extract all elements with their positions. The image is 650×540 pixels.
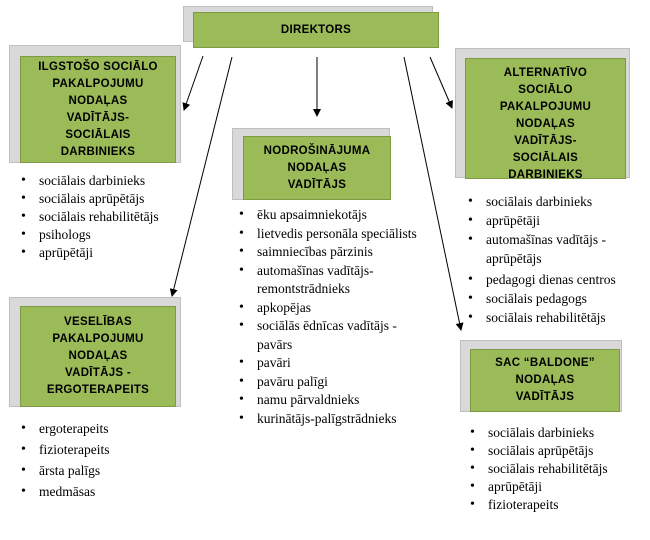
list-item: • sociālās ēdnīcas vadītājs -pavārs xyxy=(237,317,427,354)
long-term-title-line: NODAĻAS xyxy=(68,94,128,107)
list-item: • automašīnas vadītājs - aprūpētājs xyxy=(466,230,646,268)
health-staff-list xyxy=(19,418,194,502)
baldone-box xyxy=(470,349,620,412)
list-item: • pavāru palīgi xyxy=(237,373,427,392)
alternative-title-line: NODAĻAS xyxy=(516,118,575,130)
list-item: • ēku apsaimniekotājs xyxy=(237,206,427,225)
list-item: • aprūpētāji xyxy=(19,244,194,262)
long-term-box xyxy=(20,56,176,163)
list-item: • fizioterapeits xyxy=(19,439,194,460)
alternative-staff-list xyxy=(466,192,646,327)
list-item: • sociālais rehabilitētājs xyxy=(19,208,194,226)
list-item: • psihologs xyxy=(19,226,194,244)
alternative-title-line: SOCIĀLAIS xyxy=(512,152,579,164)
list-item: • sociālais darbinieks xyxy=(466,192,646,211)
list-item: • sociālais aprūpētājs xyxy=(19,190,194,208)
list-item: • aprūpētāji xyxy=(466,211,646,230)
list-item: • sociālais rehabilitētājs xyxy=(466,308,646,327)
long-term-staff-list xyxy=(19,172,194,262)
alternative-title-line: DARBINIEKS xyxy=(508,169,583,179)
list-item: • fizioterapeits xyxy=(468,496,643,514)
long-term-title-line: PAKALPOJUMU xyxy=(52,77,144,90)
list-item: • sociālais darbinieks xyxy=(468,424,643,442)
supply-title-line: NODAĻAS xyxy=(287,161,347,174)
long-term-title-line: DARBINIEKS xyxy=(60,145,136,158)
baldone-staff-list xyxy=(468,424,643,514)
supply-staff-list xyxy=(237,206,427,428)
director-box xyxy=(193,12,439,48)
list-item: • sociālais pedagogs xyxy=(466,289,646,308)
health-box xyxy=(20,306,176,407)
list-item: • ārsta palīgs xyxy=(19,460,194,481)
list-item: • kurinātājs-palīgstrādnieks xyxy=(237,410,427,429)
list-item: • sociālais darbinieks xyxy=(19,172,194,190)
long-term-title-line: VADĪTĀJS- xyxy=(66,111,130,124)
alternative-box xyxy=(465,58,626,179)
health-title-line: VADĪTĀJS - xyxy=(64,367,132,379)
list-item: • lietvedis personāla speciālists xyxy=(237,225,427,244)
health-title-line: NODAĻAS xyxy=(68,350,128,362)
list-item: • pavāri xyxy=(237,354,427,373)
list-item: • automašīnas vadītājs-remontstrādnieks xyxy=(237,262,427,299)
list-item: • sociālais aprūpētājs xyxy=(468,442,643,460)
arrow-to-long-term xyxy=(184,56,203,110)
alternative-title-line: PAKALPOJUMU xyxy=(499,101,592,113)
list-item: • sociālais rehabilitētājs xyxy=(468,460,643,478)
supply-title-line: NODROŠINĀJUMA xyxy=(263,144,371,157)
alternative-title-line: SOCIĀLO xyxy=(518,84,573,96)
arrow-to-alternative xyxy=(430,57,452,108)
health-title-line: PAKALPOJUMU xyxy=(52,333,144,345)
list-item: • ergoterapeits xyxy=(19,418,194,439)
alternative-title-line: ALTERNATĪVO xyxy=(503,67,588,79)
supply-box xyxy=(243,136,391,200)
health-title-line: ERGOTERAPEITS xyxy=(46,384,150,396)
director-title: DIREKTORS xyxy=(280,23,352,36)
long-term-title-line: ILGSTOŠO SOCIĀLO xyxy=(38,60,158,73)
baldone-title-line: SAC “BALDONE” xyxy=(495,357,595,369)
list-item: • medmāsas xyxy=(19,481,194,502)
health-title-line: VESELĪBAS xyxy=(64,316,132,328)
long-term-title-line: SOCIĀLAIS xyxy=(65,128,131,141)
list-item: • pedagogi dienas centros xyxy=(466,270,646,289)
list-item: • namu pārvaldnieks xyxy=(237,391,427,410)
supply-title-line: VADĪTĀJS xyxy=(287,178,347,191)
list-item: • saimniecības pārzinis xyxy=(237,243,427,262)
list-item: • aprūpētāji xyxy=(468,478,643,496)
alternative-title-line: VADĪTĀJS- xyxy=(514,135,577,147)
baldone-title-line: NODAĻAS xyxy=(515,374,575,386)
baldone-title-line: VADĪTĀJS xyxy=(515,391,575,403)
list-item: • apkopējas xyxy=(237,299,427,318)
